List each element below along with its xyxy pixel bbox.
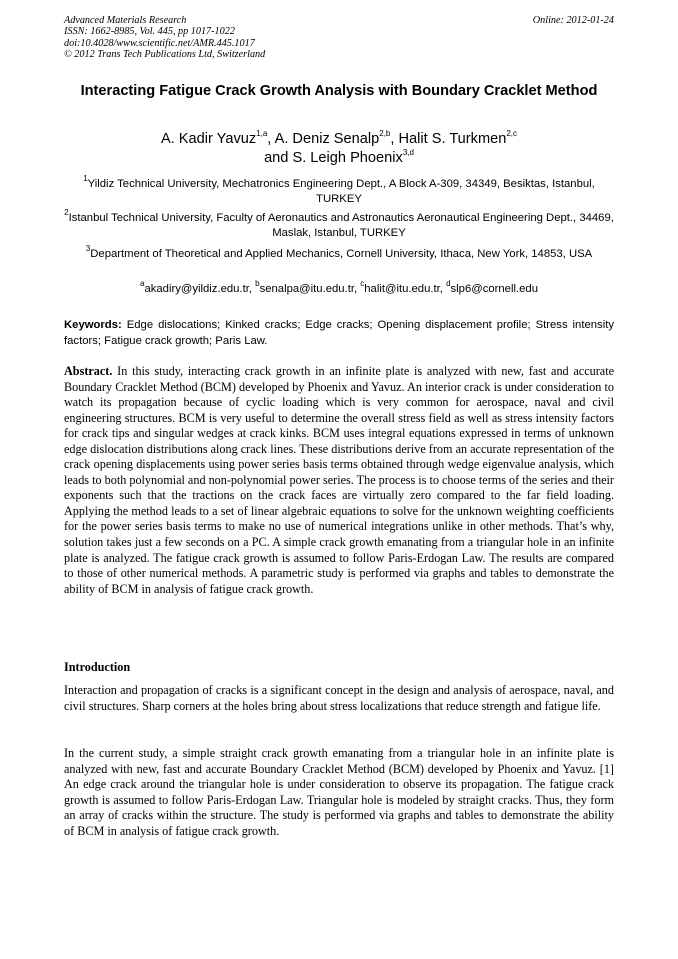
- journal-header: [64, 15, 265, 61]
- copyright-line: © 2012 Trans Tech Publications Ltd, Switzerland: [64, 49, 266, 61]
- affiliation-text: Yildiz Technical University, Mechatronics Engineering Dept., A Block A-309, 34349, Besiktas, Istanbul, TURKEY: [87, 178, 595, 206]
- keywords-block: [64, 318, 614, 349]
- author-separator: ,: [390, 131, 399, 147]
- intro-paragraph: In the current study, a simple straight crack growth emanating from a triangular hole in an infinite plate is analyzed with new, fast and accurate Boundary Cracklet Method (BCM) developed by Phoenix and Yavuz. [1] An edge crack around the triangular hole is under consideration to observe its propagation. The fatigue crack growth is assumed to follow Paris-Erdogan Law. Triangular hole is modeled by straight cracks. Thus, they form an array of cracks within the structure. The study is performed via graphs and tables to demonstrate the ability of BCM in analysis of fatigue crack growth.: [64, 746, 614, 838]
- author-name: Halit S. Turkmen: [398, 131, 507, 147]
- affiliation-text: Istanbul Technical University, Faculty of Aeronautics and Astronautics Aeronautical Engineering Dept., 34469, Maslak, Istanbul, TURKEY: [68, 212, 614, 240]
- abstract-text: In this study, interacting crack growth in an infinite plate is analyzed with new, fast and accurate Boundary Cracklet Method (BCM) developed by Phoenix and Yavuz. An interior crack is under consideration to watch its propagation because of cyclic loading which is very common for aerospace, naval and civil engineering structures. BCM is very useful to determine the overall stress field as well as stress intensity factors for crack tips and singular wedges at crack kinks. BCM uses integral equations expressed in terms of unknown edge dislocation distributions along crack lines. These distributions derive from an accurate representation of the crack opening displacements using power series basis terms obtained through wedge eigenvalue analysis, which leads to both polynomial and non-polynomial power series. The process is to choose terms of the series and their exponents such that the tractions on the crack faces are virtually zero compared to the far field loading. Applying the method leads to a set of linear algebraic equations to solve for the unknown weighting coefficients for the power series basis terms to make no use of numerical integrations unlike in other methods. That’s why, solution takes just a few seconds on a PC. A simple crack growth emanating from a triangular hole in an infinite plate is analyzed. The fatigue crack growth is assumed to follow Paris-Erdogan Law. The results are compared to those of other numerical methods. A parametric study is performed via graphs and tables to demonstrate the ability of BCM in analysis of fatigue crack growth.: [64, 364, 614, 596]
- affiliation-2: [64, 208, 614, 242]
- email-separator: ,: [439, 283, 447, 295]
- section-heading-introduction: Introduction: [64, 660, 131, 674]
- keywords-text: Edge dislocations; Kinked cracks; Edge cracks; Opening displacement profile; Stress intensity factors; Fatigue crack growth; Paris Law.: [64, 319, 614, 347]
- affiliation-number: 2: [64, 208, 69, 218]
- author-separator: ,: [267, 131, 275, 147]
- email-separator: ,: [248, 283, 256, 295]
- author-name: A. Kadir Yavuz: [160, 131, 257, 147]
- online-date: Online: 2012-01-24: [532, 15, 614, 26]
- author-affiliation-mark: 2,c: [506, 129, 518, 139]
- affiliation-text: Department of Theoretical and Applied Mechanics, Cornell University, Ithaca, New York, 14853, USA: [90, 248, 593, 260]
- email-list: [64, 279, 614, 297]
- keywords-label: Keywords:: [64, 319, 122, 331]
- author-name: A. Deniz Senalp: [274, 131, 380, 147]
- email-separator: ,: [353, 283, 361, 295]
- abstract-block: [64, 364, 614, 597]
- affiliation-1: [64, 174, 614, 208]
- intro-paragraph: Interaction and propagation of cracks is a significant concept in the design and analysis of aerospace, naval, and civil structures. Sharp corners at the holes bring about stress localizations that reduce strength and fatigue life.: [64, 683, 614, 713]
- abstract-label: Abstract.: [64, 364, 113, 378]
- issn-line: ISSN: 1662-8985, Vol. 445, pp 1017-1022: [64, 26, 235, 38]
- email-mark: c: [360, 279, 365, 289]
- doi-line: doi:10.4028/www.scientific.net/AMR.445.1017: [64, 37, 255, 49]
- journal-name: Advanced Materials Research: [64, 15, 187, 26]
- email-address[interactable]: halit@itu.edu.tr: [364, 283, 440, 295]
- affiliation-number: 1: [83, 174, 88, 184]
- author-affiliation-mark: 3,d: [402, 148, 414, 158]
- author-affiliation-mark: 1,a: [256, 129, 268, 139]
- email-address[interactable]: slp6@cornell.edu: [450, 283, 538, 295]
- author-list: [64, 130, 614, 168]
- email-address[interactable]: akadiry@yildiz.edu.tr: [144, 283, 249, 295]
- paper-title: Interacting Fatigue Crack Growth Analysis with Boundary Cracklet Method: [80, 83, 598, 99]
- email-mark: d: [446, 279, 451, 289]
- affiliation-3: [64, 244, 614, 262]
- email-address[interactable]: senalpa@itu.edu.tr: [259, 283, 354, 295]
- affiliation-number: 3: [85, 244, 91, 254]
- email-mark: a: [140, 279, 145, 289]
- author-name: and S. Leigh Phoenix: [264, 150, 403, 167]
- author-affiliation-mark: 2,b: [379, 129, 391, 139]
- email-mark: b: [255, 279, 260, 289]
